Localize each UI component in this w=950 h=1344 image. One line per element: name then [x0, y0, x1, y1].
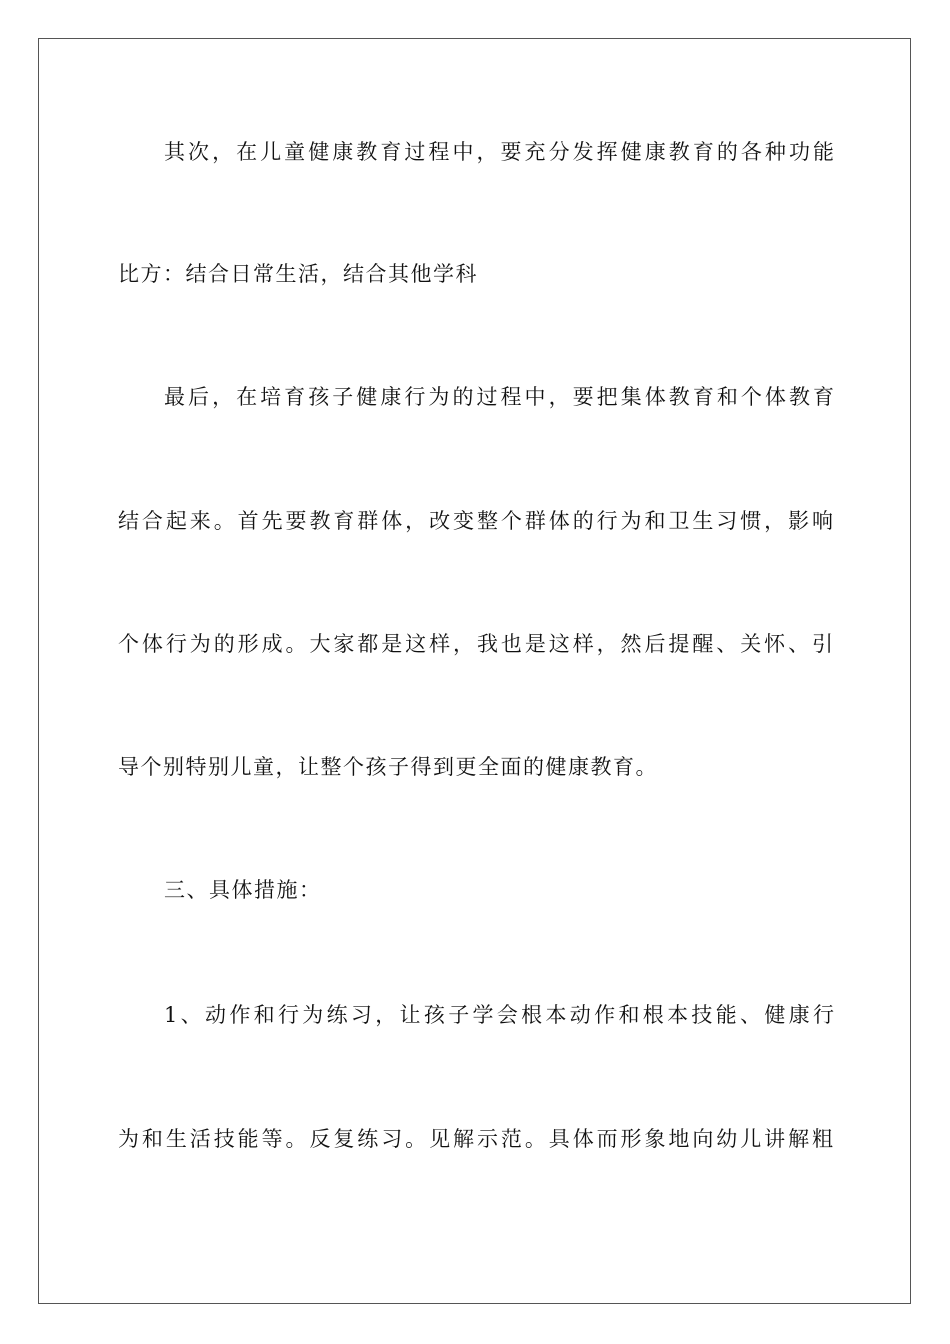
- paragraph-line-5: 个体行为的形成。大家都是这样，我也是这样，然后提醒、关怀、引: [118, 632, 833, 656]
- paragraph-line-2: 比方：结合日常生活，结合其他学科: [118, 262, 478, 286]
- paragraph-line-3: 最后，在培育孩子健康行为的过程中，要把集体教育和个体教育: [164, 385, 834, 409]
- paragraph-line-9: 为和生活技能等。反复练习。见解示范。具体而形象地向幼儿讲解粗: [118, 1127, 833, 1151]
- page-frame: [38, 38, 911, 1304]
- paragraph-line-6: 导个别特别儿童，让整个孩子得到更全面的健康教育。: [118, 755, 658, 779]
- section-heading: 三、具体措施：: [164, 878, 322, 902]
- paragraph-line-1: 其次，在儿童健康教育过程中，要充分发挥健康教育的各种功能: [164, 140, 834, 164]
- paragraph-line-8: 1、动作和行为练习，让孩子学会根本动作和根本技能、健康行: [164, 1003, 834, 1027]
- paragraph-line-4: 结合起来。首先要教育群体，改变整个群体的行为和卫生习惯，影响: [118, 509, 833, 533]
